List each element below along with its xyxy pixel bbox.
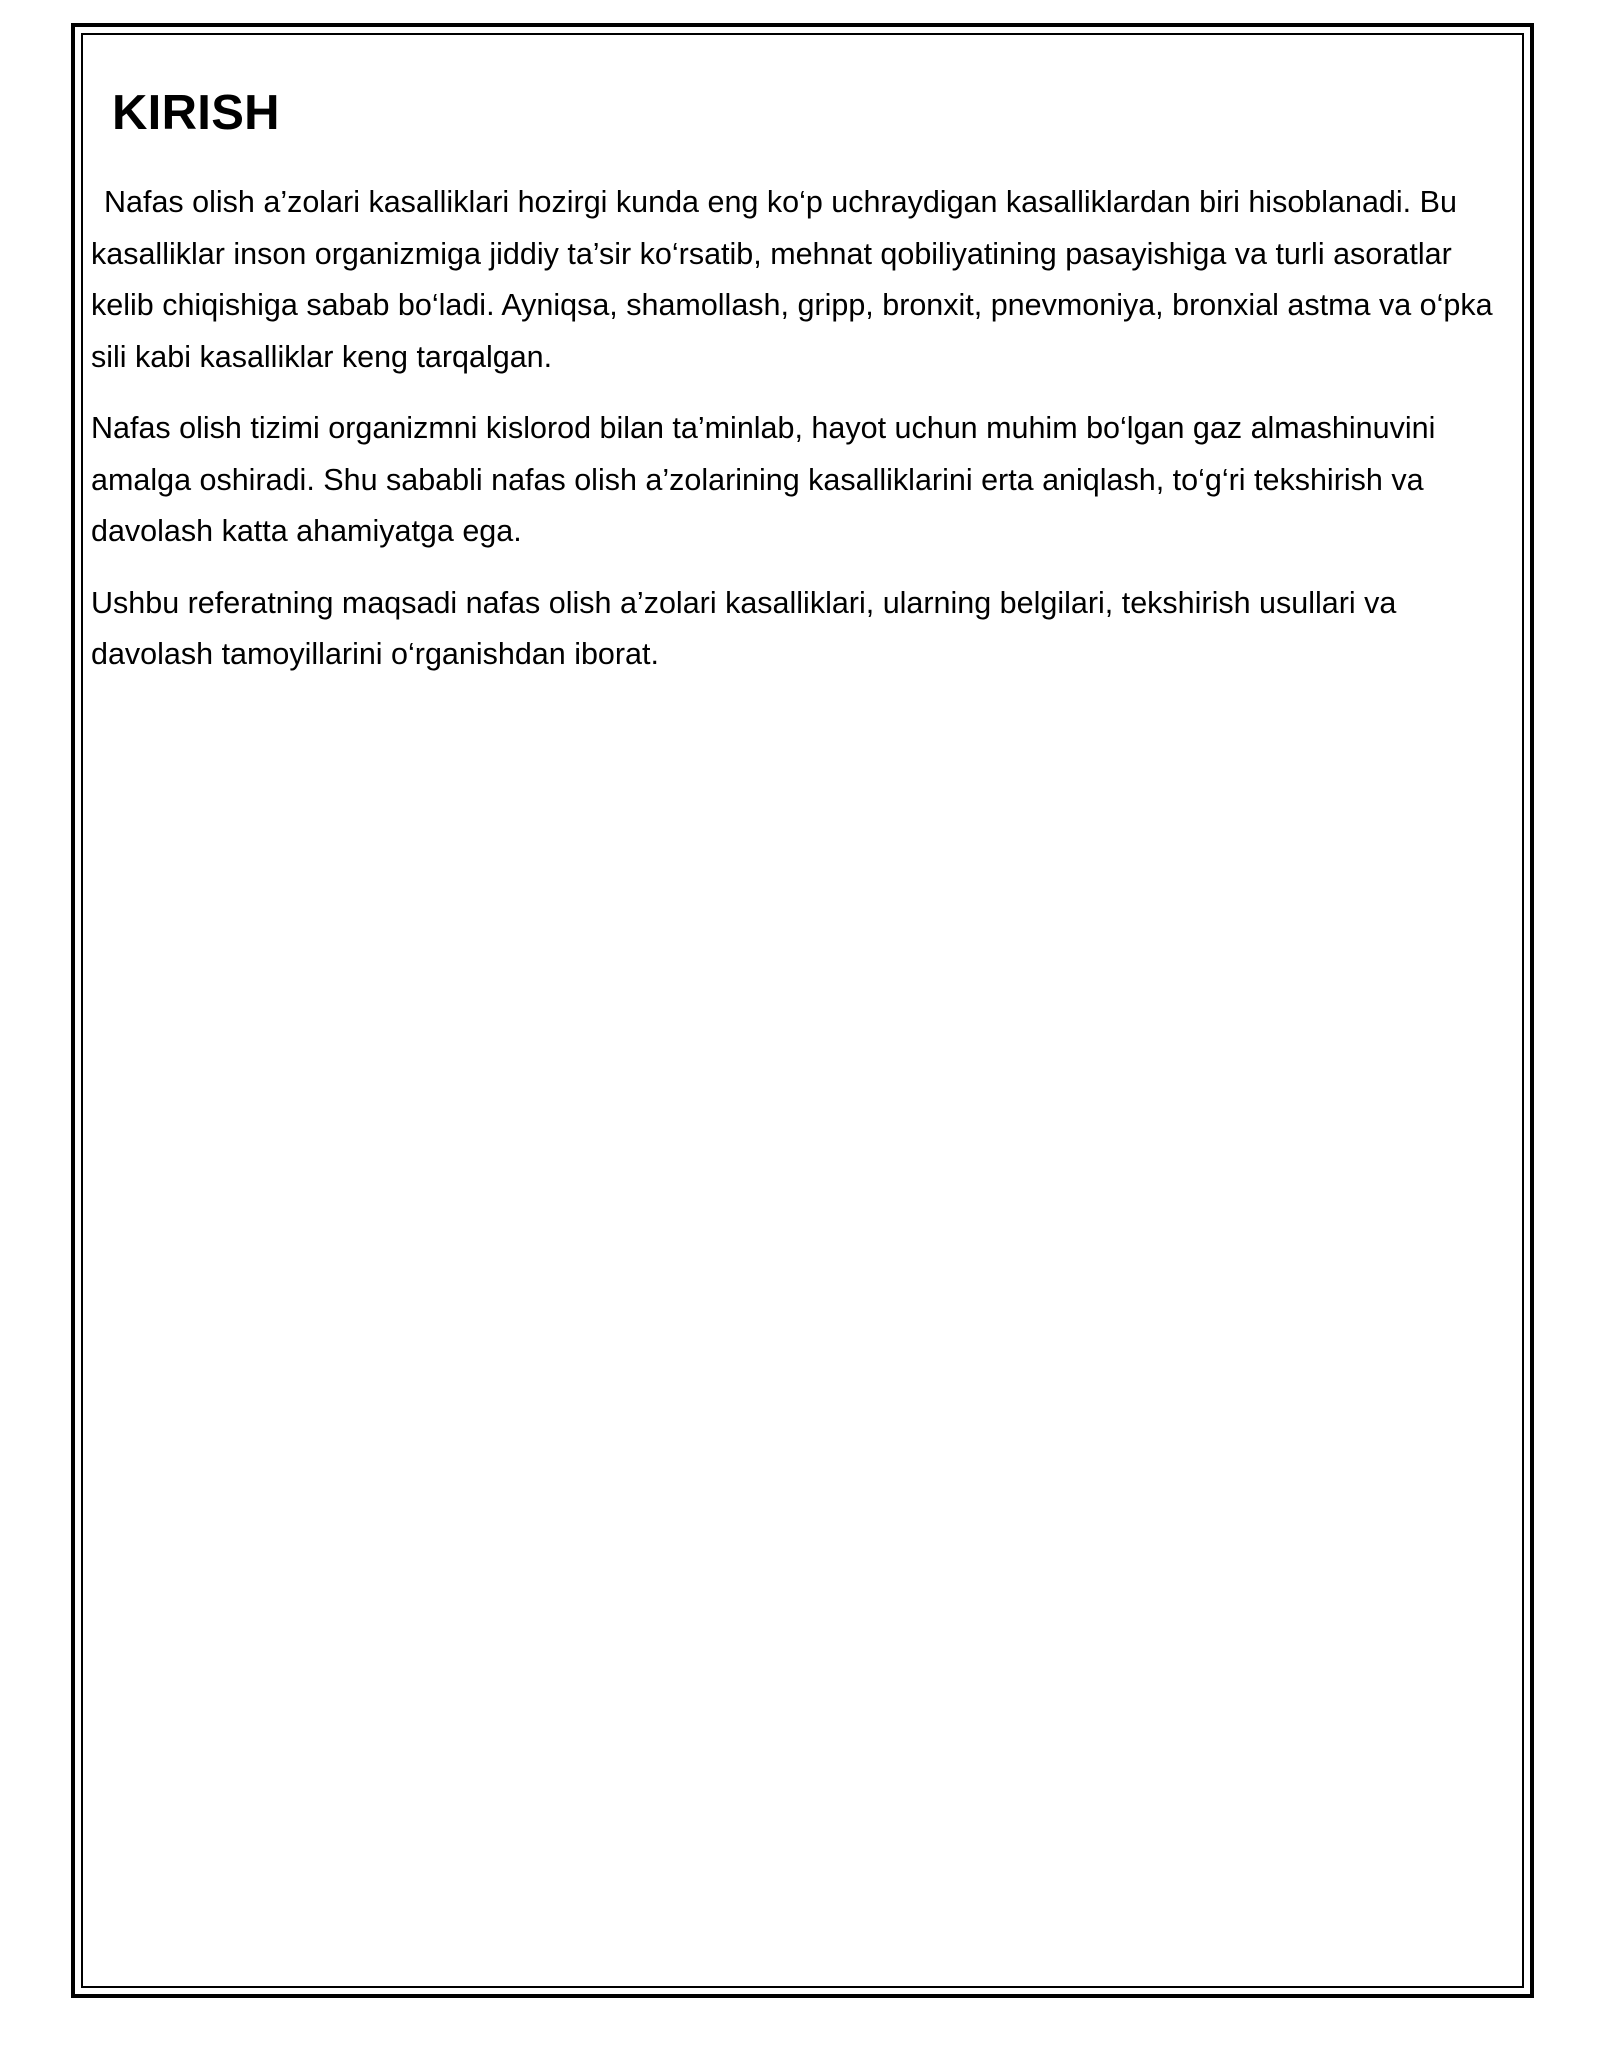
paragraph-intro: Nafas olish a’zolari kasalliklari hozirgi kunda eng ko‘p uchraydigan kasalliklardan biri hisoblanadi. Bu kasalliklar inson organizmiga jiddiy ta’sir ko‘rsatib, mehnat qobiliyatining pasayishiga va turli asoratlar kelib chiqishiga sabab bo‘ladi. Ayniqsa, shamollash, gripp, bronxit, pnevmoniya, bronxial astma va o‘pka sili kabi kasalliklar keng tarqalgan.: [91, 185, 1493, 374]
document-body: [91, 81, 1517, 701]
paragraph-respiratory-system: Nafas olish tizimi organizmni kislorod bilan ta’minlab, hayot uchun muhim bo‘lgan gaz almashinuvini amalga oshiradi. Shu sababli nafas olish a’zolarining kasalliklarini erta aniqlash, to‘g‘ri tekshirish va davolash katta ahamiyatga ega.: [91, 411, 1436, 548]
paragraph-purpose: Ushbu referatning maqsadi nafas olish a’zolari kasalliklari, ularning belgilari, tekshirish usullari va davolash tamoyillarini o‘rganishdan iborat.: [91, 585, 1397, 671]
section-heading: KIRISH: [112, 86, 280, 140]
